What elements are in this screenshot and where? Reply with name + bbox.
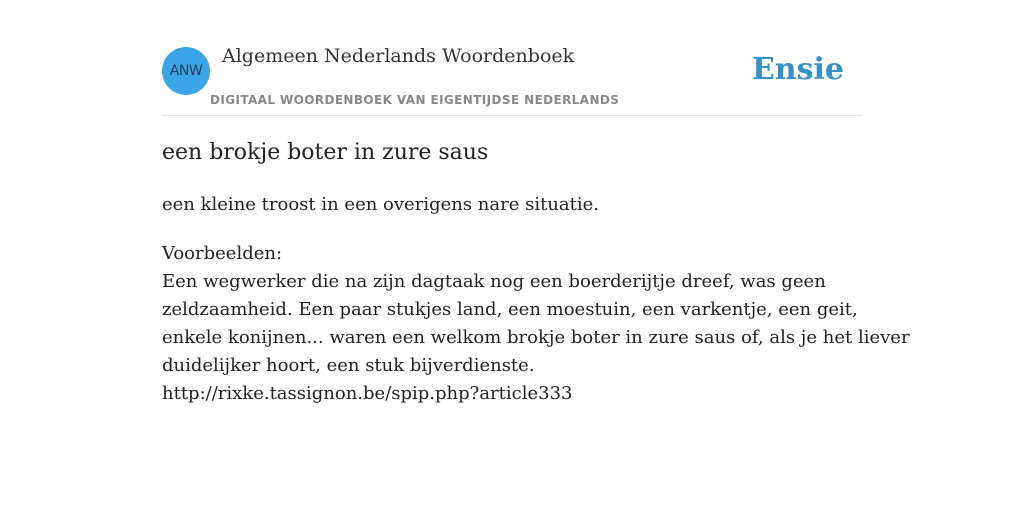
dictionary-subtitle: DIGITAAL WOORDENBOEK VAN EIGENTIJDSE NEDERLANDS [210,93,620,107]
example-line: duidelijker hoort, een stuk bijverdienste. [162,355,535,376]
example-line: enkele konijnen... waren een welkom brokje boter in zure saus of, als je het liever [162,327,910,348]
examples-section [162,240,910,408]
example-line: Een wegwerker die na zijn dagtaak nog een boerderijtje dreef, was geen [162,271,826,292]
logo-text: ANW [169,63,203,79]
header [162,40,862,116]
entry-definition: een kleine troost in een overigens nare situatie. [162,194,600,215]
entry-term: een brokje boter in zure saus [162,140,489,165]
ensie-brand-link[interactable]: Ensie [751,52,844,87]
examples-label: Voorbeelden: [162,243,283,264]
anw-logo[interactable] [162,47,210,95]
example-source: http://rixke.tassignon.be/spip.php?article333 [162,383,573,404]
example-line: zeldzaamheid. Een paar stukjes land, een moestuin, een varkentje, een geit, [162,299,858,320]
dictionary-title[interactable]: Algemeen Nederlands Woordenboek [222,45,575,67]
